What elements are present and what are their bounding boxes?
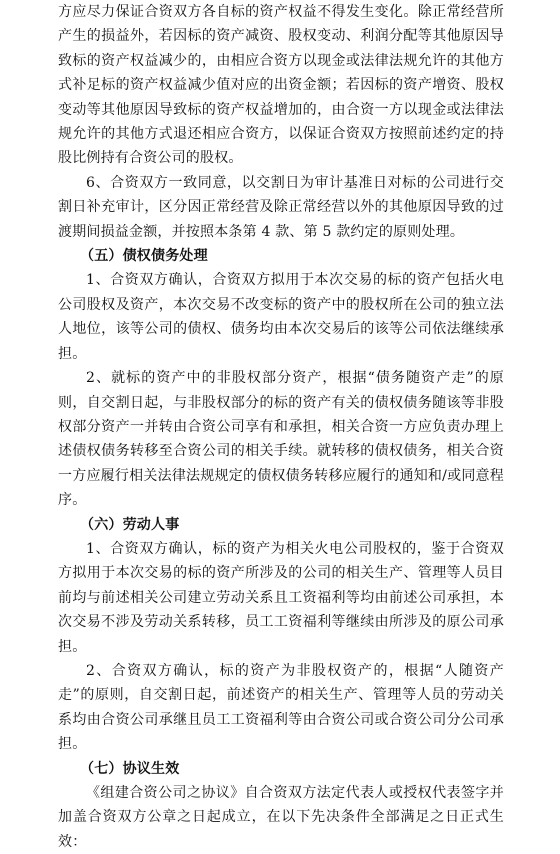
paragraph-supplementary-audit: 6、合资双方一致同意，以交割日为审计基准日对标的公司进行交割日补充审计，区分因正常经营及除正常经营以外的其他原因导致的过渡期间损益金额，并按照本条第 4 款、第 5 款约定的原则处理。 [58, 174, 504, 240]
paragraph-asset-equity-continuation: 方应尽力保证合资双方各自标的资产权益不得发生变化。除正常经营所产生的损益外，若因标的资产减资、股权变动、利润分配等其他原因导致标的资产权益减少的，由相应合资方以现金或法律法规允许的其他方式补足标的资产权益减少值对应的出资金额；若因标的资产增资、股权变动等其他原因导致标的资产权益增加的，由合资一方以现金或法律法规允许的其他方式退还相应合资方，以保证合资双方按照前述约定的持股比例持有合资公司的股权。 [58, 4, 504, 167]
paragraph-agreement-effectiveness: 《组建合资公司之协议》自合资双方法定代表人或授权代表签字并加盖合资双方公章之日起成立，在以下先决条件全部满足之日正式生效： [58, 785, 504, 850]
section-heading-agreement-effectiveness: （七）协议生效 [80, 760, 180, 777]
paragraph-labor-personnel-2: 2、合资双方确认，标的资产为非股权资产的，根据“人随资产走”的原则，自交割日起，前述资产的相关生产、管理等人员的劳动关系均由合资公司承继且员工工资福利等由合资公司或合资公司分公司承担。 [58, 662, 504, 753]
paragraph-debt-handling-1: 1、合资双方确认，合资双方拟用于本次交易的标的资产包括火电公司股权及资产，本次交易不改变标的资产中的股权所在公司的独立法人地位，该等公司的债权、债务均由本次交易后的该等公司依法继续承担。 [58, 272, 504, 362]
paragraph-labor-personnel-1: 1、合资双方确认，标的资产为相关火电公司股权的，鉴于合资双方拟用于本次交易的标的资产所涉及的公司的相关生产、管理等人员目前均与前述相关公司建立劳动关系且工资福利等均由前述公司承担，本次交易不涉及劳动关系转移，员工工资福利等继续由所涉及的原公司承担。 [58, 540, 504, 655]
paragraph-debt-handling-2: 2、就标的资产中的非股权部分资产，根据“债务随资产走”的原则，自交割日起，与非股权部分的标的资产有关的债权债务随该等非股权部分资产一并转由合资公司享有和承担，相关合资一方应负责办理上述债权债务转移至合资公司的相关手续。就转移的债权债务，相关合资一方应履行相关法律法规规定的债权债务转移应履行的通知和/或同意程序。 [58, 370, 504, 509]
section-heading-labor-personnel: （六）劳动人事 [80, 516, 180, 533]
document-page [58, 0, 504, 854]
section-heading-debt-handling: （五）债权债务处理 [80, 248, 208, 265]
